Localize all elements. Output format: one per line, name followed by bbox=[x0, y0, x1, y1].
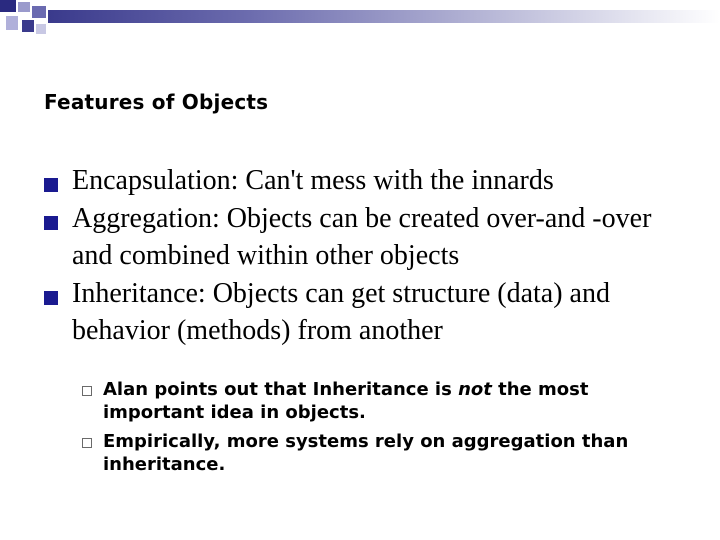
square-bullet-icon bbox=[44, 216, 58, 230]
sub-bullet-empirically bbox=[82, 430, 682, 477]
sub-bullet-alan bbox=[82, 378, 682, 425]
bullet-inheritance bbox=[44, 276, 694, 349]
bullet-text: Inheritance: Objects can get structure (data) and behavior (methods) from another bbox=[72, 278, 610, 346]
sub-bullet-text-before: Alan points out that Inheritance is bbox=[103, 379, 459, 400]
sub-bullet-text-after: the most important idea in objects. bbox=[103, 379, 589, 424]
sub-bullet-emphasis: not bbox=[458, 379, 492, 400]
square-bullet-icon bbox=[44, 178, 58, 192]
square-bullet-icon bbox=[44, 291, 58, 305]
bullet-aggregation bbox=[44, 201, 694, 274]
header-gradient-band bbox=[48, 10, 720, 23]
hollow-square-bullet-icon bbox=[82, 386, 92, 396]
sub-bullet-list bbox=[82, 378, 682, 482]
sub-bullet-text: Empirically, more systems rely on aggregation than inheritance. bbox=[103, 430, 629, 476]
slide-title: Features of Objects bbox=[44, 90, 269, 114]
bullet-text: Encapsulation: Can't mess with the innards bbox=[72, 165, 554, 196]
bullet-encapsulation bbox=[44, 163, 694, 199]
hollow-square-bullet-icon bbox=[82, 438, 92, 448]
bullet-text: Aggregation: Objects can be created over-and -over and combined within other objects bbox=[72, 203, 652, 271]
bullet-list bbox=[44, 163, 694, 351]
